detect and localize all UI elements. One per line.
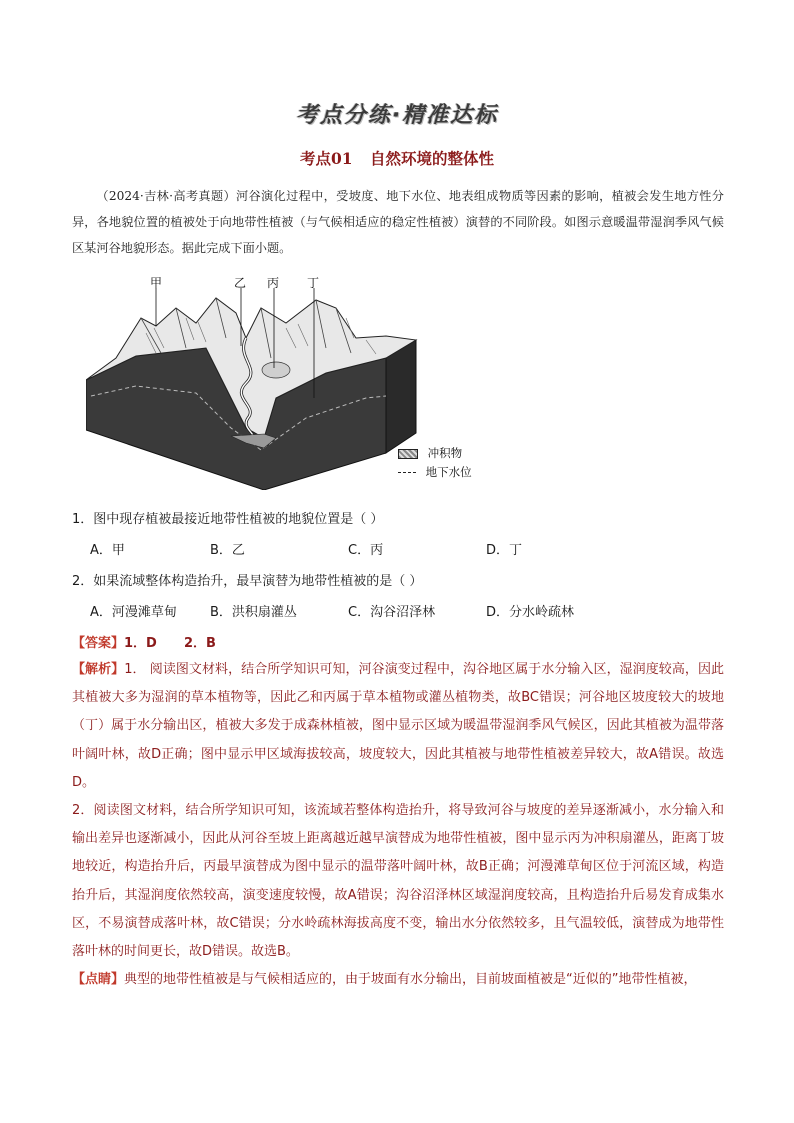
q2-option-a[interactable]: A．河漫滩草甸	[90, 605, 177, 620]
banner-title: 考点分练·精准达标	[295, 103, 499, 128]
q2-option-d[interactable]: D．分水岭疏林	[486, 605, 575, 620]
q1-option-d[interactable]: D．丁	[486, 543, 523, 558]
label-bing: 丙	[267, 276, 280, 290]
tip-paragraph	[72, 966, 724, 994]
q1-option-c[interactable]: C．丙	[348, 543, 384, 558]
label-jia: 甲	[150, 276, 163, 290]
figure-legend	[398, 444, 472, 482]
analysis-p1-text: 1． 阅读图文材料，结合所学知识可知，河谷演变过程中，沟谷地区属于水分输入区，湿润度较高，因此其植被大多为湿润的草本植物等，因此乙和丙属于草本植物或灌丛植物类，故BC错误；河谷地区坡度较大的坡地（丁）属于水分输出区，植被大多发于成森林植被，图中显示区域为暖温带湿润季风气候区，因此其植被为温带落叶阔叶林，故D正确；图中显示甲区域海拔较高，坡度较大，因此其植被与地带性植被差异较大，故A错误。故选D。	[72, 662, 724, 790]
legend-groundwater-label: 地下水位	[425, 465, 472, 479]
label-ding: 丁	[307, 276, 320, 290]
answer-text: 1．D 2．B	[124, 636, 216, 651]
question-1-stem: 1．图中现存植被最接近地带性植被的地貌位置是（ ）	[72, 512, 384, 527]
analysis-p1	[72, 656, 724, 797]
q1-option-a[interactable]: A．甲	[90, 543, 125, 558]
analysis-tag: 【解析】	[72, 662, 125, 677]
answer-line	[72, 632, 216, 651]
section-code: 考点01	[300, 149, 353, 168]
label-yi: 乙	[234, 276, 247, 290]
legend-sediment-label: 冲积物	[427, 446, 463, 460]
analysis-p2: 2．阅读图文材料，结合所学知识可知，该流域若整体构造抬升，将导致河谷与坡度的差异逐渐减小，水分输入和输出差异也逐渐减小，因此从河谷至坡上距离越近越早演替成为地带性植被，图中显示丙为冲积扇灌丛，距离丁坡地较近，构造抬升后，丙最早演替成为图中显示的温带落叶阔叶林，故B正确；河漫滩草甸区位于河流区域，构造抬升后，其湿润度依然较高，演变速度较慢，故A错误；沟谷沼泽林区域湿润度较高，且构造抬升后易发育成集水区，不易演替成落叶林，故C错误；分水岭疏林海拔高度不变，输出水分依然较多，且气温较低，演替成为地带性落叶林的时间更长，故D错误。故选B。	[72, 803, 724, 960]
section-title	[0, 147, 794, 169]
valley-figure	[86, 278, 486, 490]
q1-option-b[interactable]: B．乙	[210, 543, 245, 558]
intro-paragraph	[72, 183, 724, 261]
sediment-icon	[398, 449, 418, 459]
question-2-stem: 2．如果流域整体构造抬升，最早演替为地带性植被的是（ ）	[72, 574, 423, 589]
section-name: 自然环境的整体性	[369, 149, 494, 168]
answer-tag: 【答案】	[72, 636, 125, 651]
intro-text: （2024·吉林·高考真题）河谷演化过程中，受坡度、地下水位、地表组成物质等因素的影响，植被会发生地方性分异，各地貌位置的植被处于向地带性植被（与气候相适应的稳定性植被）演替的不同阶段。如图示意暖温带湿润季风气候区某河谷地貌形态。据此完成下面小题。	[72, 189, 724, 255]
dashed-line-icon	[398, 472, 416, 473]
analysis-block	[72, 656, 724, 994]
q2-option-c[interactable]: C．沟谷沼泽林	[348, 605, 436, 620]
tip-text: 典型的地带性植被是与气候相适应的，由于坡面有水分输出，目前坡面植被是“近似的”地带性植被，	[124, 972, 697, 988]
q2-option-b[interactable]: B．洪积扇灌丛	[210, 605, 297, 620]
tip-tag: 【点睛】	[72, 972, 125, 988]
